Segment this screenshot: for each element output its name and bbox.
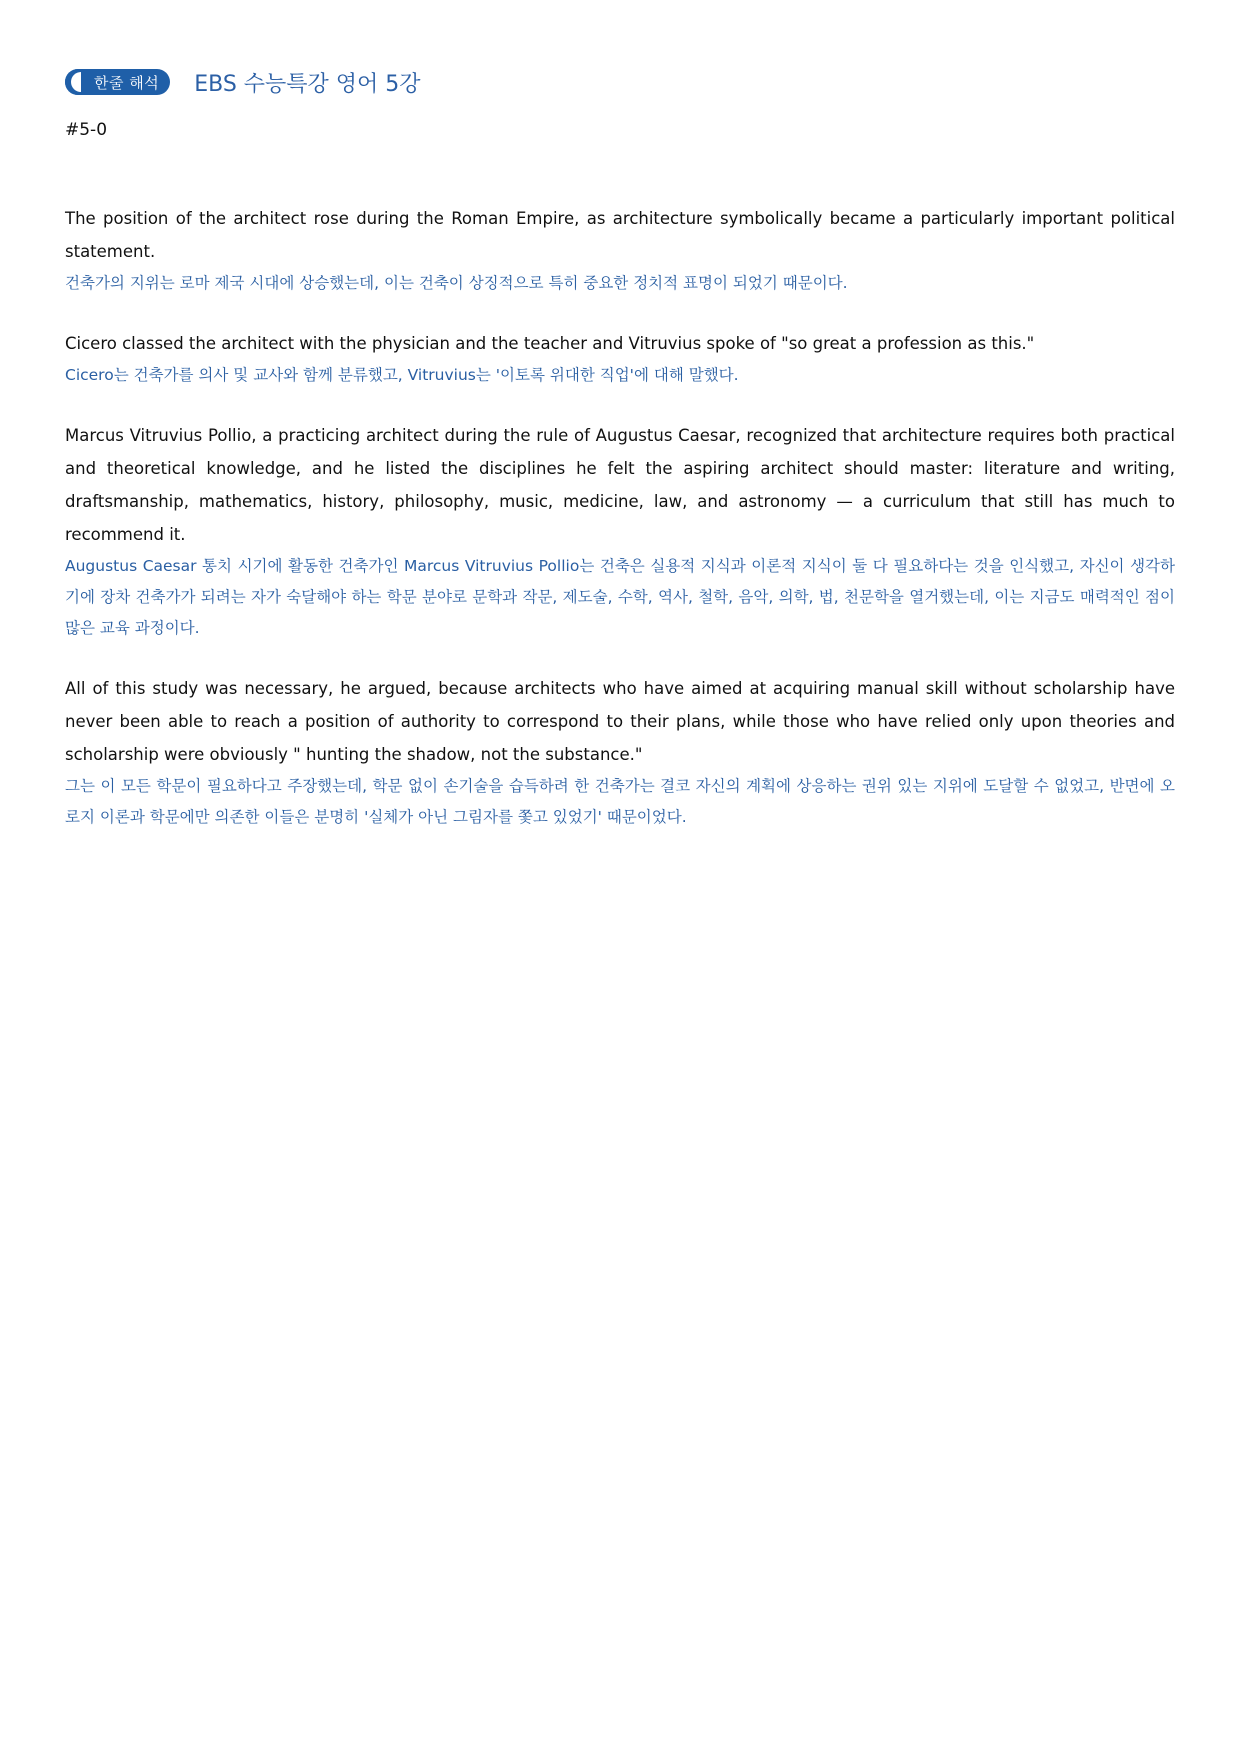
sentence-pair: [65, 202, 1175, 299]
document-header: [65, 66, 1175, 98]
sentence-pair: [65, 672, 1175, 833]
english-sentence: The position of the architect rose during the Roman Empire, as architecture symbolically became a particularly important political statement.: [65, 209, 1175, 261]
english-sentence: All of this study was necessary, he argued, because architects who have aimed at acquiring manual skill without scholarship have never been able to reach a position of authority to correspond to their plans, while those who have relied only upon theories and scholarship were obviously " hunting the shadow, not the substance.": [65, 679, 1175, 764]
english-sentence: Marcus Vitruvius Pollio, a practicing architect during the rule of Augustus Caesar, recognized that architecture requires both practical and theoretical knowledge, and he listed the disciplines he felt the aspiring architect should master: literature and writing, draftsmanship, mathematics, history, philosophy, music, medicine, law, and astronomy — a curriculum that still has much to recommend it.: [65, 426, 1175, 544]
sentence-pair: [65, 327, 1175, 391]
sentence-pair: [65, 419, 1175, 644]
page-title: EBS 수능특강 영어 5강: [194, 71, 421, 97]
sentence-list: [65, 202, 1175, 833]
korean-translation: 건축가의 지위는 로마 제국 시대에 상승했는데, 이는 건축이 상징적으로 특히 중요한 정치적 표명이 되었기 때문이다.: [65, 274, 848, 292]
document-page: [65, 66, 1175, 861]
korean-translation: Augustus Caesar 통치 시기에 활동한 건축가인 Marcus Vitruvius Pollio는 건축은 실용적 지식과 이론적 지식이 둘 다 필요하다는 것을 인식했고, 자신이 생각하기에 장차 건축가가 되려는 자가 숙달해야 하는 학문 분야로 문학과 작문, 제도술, 수학, 역사, 철학, 음악, 의학, 법, 천문학을 열거했는데, 이는 지금도 매력적인 점이 많은 교육 과정이다.: [65, 557, 1175, 637]
badge-circle-icon: [65, 69, 91, 95]
section-id: #5-0: [65, 120, 108, 140]
korean-translation: 그는 이 모든 학문이 필요하다고 주장했는데, 학문 없이 손기술을 습득하려 한 건축가는 결코 자신의 계획에 상응하는 권위 있는 지위에 도달할 수 없었고, 반면에 오로지 이론과 학문에만 의존한 이들은 분명히 '실체가 아닌 그림자를 쫓고 있었기' 때문이었다.: [65, 777, 1175, 826]
badge-label: 한줄 해석: [94, 73, 160, 92]
english-sentence: Cicero classed the architect with the physician and the teacher and Vitruvius spoke of "so great a profession as this.": [65, 334, 1035, 353]
translation-badge: [65, 69, 170, 95]
korean-translation: Cicero는 건축가를 의사 및 교사와 함께 분류했고, Vitruvius는 '이토록 위대한 직업'에 대해 말했다.: [65, 366, 739, 384]
